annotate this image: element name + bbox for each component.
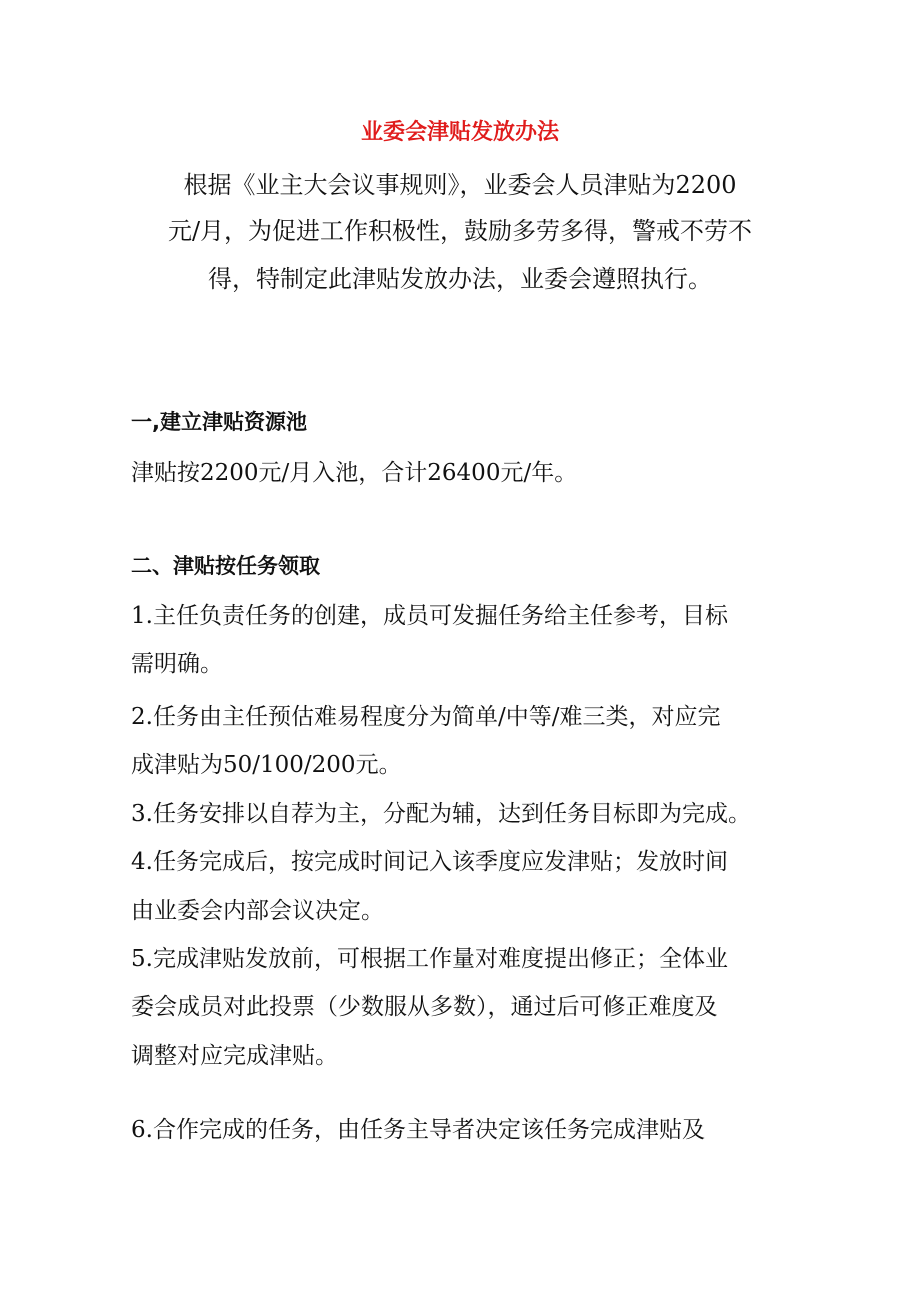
intro-line-2: 元/月，为促进工作积极性，鼓励多劳多得，警戒不劳不 [167,217,753,245]
document-title: 业委会津贴发放办法 [360,120,559,145]
section2-line-7: 由业委会内部会议决定。 [131,898,384,924]
section2-line-11: 6.合作完成的任务，由任务主导者决定该任务完成津贴及 [131,1117,705,1143]
section2-line-9: 委会成员对此投票（少数服从多数），通过后可修正难度及 [131,994,718,1020]
section2-line-4: 成津贴为50/100/200元。 [131,752,402,778]
section2-line-8: 5.完成津贴发放前，可根据工作量对难度提出修正；全体业 [131,946,728,972]
intro-line-3: 得，特制定此津贴发放办法，业委会遵照执行。 [208,265,712,293]
section2-line-1: 1.主任负责任务的创建，成员可发掘任务给主任参考，目标 [131,603,728,629]
section2-line-10: 调整对应完成津贴。 [131,1043,338,1069]
section1-heading: 一,建立津贴资源池 [131,410,307,434]
section2-line-3: 2.任务由主任预估难易程度分为简单/中等/难三类，对应完 [131,704,721,730]
section2-line-6: 4.任务完成后，按完成时间记入该季度应发津贴；发放时间 [131,849,728,875]
section1-line-1: 津贴按2200元/月入池，合计26400元/年。 [131,460,578,486]
section2-heading: 二、津贴按任务领取 [131,554,320,578]
section2-line-2: 需明确。 [131,651,223,677]
section2-line-5: 3.任务安排以自荐为主，分配为辅，达到任务目标即为完成。 [131,801,751,827]
intro-line-1: 根据《业主大会议事规则》，业委会人员津贴为2200 [183,171,737,199]
